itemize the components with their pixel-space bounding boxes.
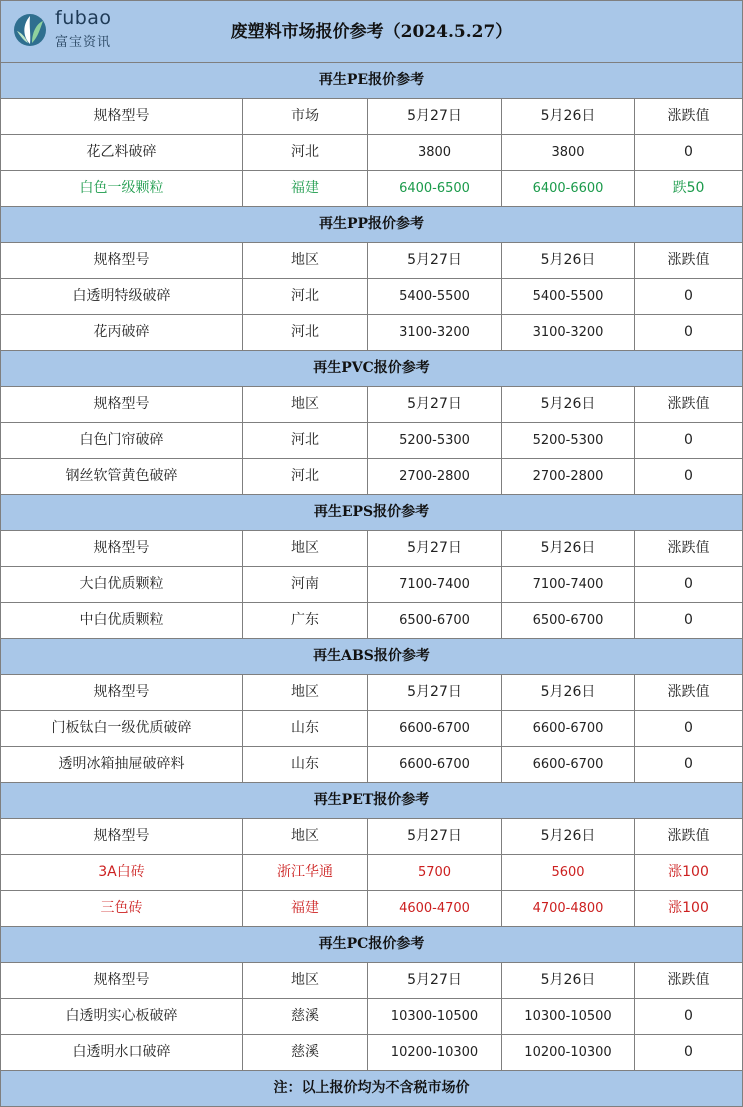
column-header: 5月26日 — [502, 675, 635, 710]
table-cell: 河北 — [243, 135, 368, 170]
column-header: 涨跌值 — [667, 108, 710, 124]
footer-note: 注：以上报价均为不含税市场价 — [1, 1071, 742, 1106]
table-header-row — [1, 387, 742, 423]
table-row — [1, 1035, 742, 1071]
table-row — [1, 459, 742, 495]
column-header: 5月26日 — [502, 531, 635, 566]
table-cell: 广东 — [243, 603, 368, 638]
table-cell: 10200-10300 — [368, 1035, 502, 1070]
table-row — [1, 135, 742, 171]
table-cell: 3A白砖 — [1, 855, 243, 890]
table-cell: 山东 — [243, 711, 368, 746]
page-title: 废塑料市场报价参考（2024.5.27） — [230, 22, 513, 42]
table-cell: 0 — [684, 612, 693, 628]
section-header: 再生PVC报价参考 — [1, 351, 742, 387]
table-cell: 浙江华通 — [243, 855, 368, 890]
column-header: 地区 — [243, 243, 368, 278]
table-cell: 河北 — [243, 423, 368, 458]
table-header-row — [1, 99, 742, 135]
table-row — [1, 891, 742, 927]
section-header: 再生PE报价参考 — [1, 63, 742, 99]
column-header: 规格型号 — [1, 531, 243, 566]
column-header: 5月27日 — [368, 243, 502, 278]
table-cell: 花丙破碎 — [1, 315, 243, 350]
table-cell: 大白优质颗粒 — [1, 567, 243, 602]
column-header: 规格型号 — [1, 963, 243, 998]
table-cell: 跌50 — [672, 180, 705, 196]
column-header: 涨跌值 — [667, 972, 710, 988]
column-header: 地区 — [243, 963, 368, 998]
table-cell: 0 — [684, 324, 693, 340]
table-cell: 福建 — [243, 891, 368, 926]
table-cell: 2700-2800 — [502, 459, 635, 494]
column-header: 涨跌值 — [667, 252, 710, 268]
table-cell: 三色砖 — [1, 891, 243, 926]
table-cell: 0 — [684, 1044, 693, 1060]
table-cell: 5400-5500 — [502, 279, 635, 314]
table-cell: 中白优质颗粒 — [1, 603, 243, 638]
table-cell: 福建 — [243, 171, 368, 206]
table-cell: 7100-7400 — [368, 567, 502, 602]
section-header: 再生PP报价参考 — [1, 207, 742, 243]
table-cell: 6400-6600 — [502, 171, 635, 206]
column-header: 5月26日 — [502, 387, 635, 422]
column-header: 涨跌值 — [667, 396, 710, 412]
table-cell: 白透明实心板破碎 — [1, 999, 243, 1034]
column-header: 地区 — [243, 387, 368, 422]
column-header: 涨跌值 — [667, 684, 710, 700]
column-header: 5月27日 — [368, 387, 502, 422]
section-header: 再生EPS报价参考 — [1, 495, 742, 531]
table-cell: 山东 — [243, 747, 368, 782]
table-cell: 河南 — [243, 567, 368, 602]
table-row — [1, 279, 742, 315]
column-header: 涨跌值 — [667, 540, 710, 556]
column-header: 5月27日 — [368, 99, 502, 134]
table-cell: 7100-7400 — [502, 567, 635, 602]
column-header: 5月27日 — [368, 675, 502, 710]
table-cell: 慈溪 — [243, 999, 368, 1034]
table-header-row — [1, 243, 742, 279]
column-header: 规格型号 — [1, 819, 243, 854]
table-row — [1, 711, 742, 747]
column-header: 5月27日 — [368, 531, 502, 566]
section-header: 再生PET报价参考 — [1, 783, 742, 819]
column-header: 规格型号 — [1, 387, 243, 422]
table-cell: 3100-3200 — [368, 315, 502, 350]
table-row — [1, 171, 742, 207]
table-cell: 6500-6700 — [502, 603, 635, 638]
table-cell: 慈溪 — [243, 1035, 368, 1070]
section-header: 再生ABS报价参考 — [1, 639, 742, 675]
table-row — [1, 423, 742, 459]
table-cell: 涨100 — [668, 864, 709, 880]
table-cell: 4600-4700 — [368, 891, 502, 926]
table-cell: 5700 — [368, 855, 502, 890]
table-cell: 5600 — [502, 855, 635, 890]
table-row — [1, 747, 742, 783]
table-cell: 0 — [684, 576, 693, 592]
table-cell: 6400-6500 — [368, 171, 502, 206]
column-header: 市场 — [243, 99, 368, 134]
table-row — [1, 603, 742, 639]
table-cell: 6600-6700 — [368, 747, 502, 782]
table-row — [1, 999, 742, 1035]
table-cell: 3100-3200 — [502, 315, 635, 350]
table-row — [1, 315, 742, 351]
table-cell: 0 — [684, 288, 693, 304]
logo-text: fubao — [55, 7, 112, 29]
table-cell: 河北 — [243, 315, 368, 350]
table-cell: 10300-10500 — [502, 999, 635, 1034]
table-cell: 河北 — [243, 279, 368, 314]
table-cell: 10200-10300 — [502, 1035, 635, 1070]
column-header: 5月26日 — [502, 963, 635, 998]
table-header-row — [1, 675, 742, 711]
table-cell: 6600-6700 — [502, 711, 635, 746]
table-cell: 透明冰箱抽屉破碎料 — [1, 747, 243, 782]
table-cell: 0 — [684, 756, 693, 772]
column-header: 5月26日 — [502, 819, 635, 854]
column-header: 地区 — [243, 819, 368, 854]
table-cell: 白透明水口破碎 — [1, 1035, 243, 1070]
table-cell: 0 — [684, 468, 693, 484]
table-header-row — [1, 963, 742, 999]
table-cell: 5200-5300 — [368, 423, 502, 458]
table-cell: 钢丝软管黄色破碎 — [1, 459, 243, 494]
table-cell: 白透明特级破碎 — [1, 279, 243, 314]
title-bar — [1, 1, 742, 63]
table-cell: 2700-2800 — [368, 459, 502, 494]
table-cell: 涨100 — [668, 900, 709, 916]
table-cell: 4700-4800 — [502, 891, 635, 926]
table-cell: 河北 — [243, 459, 368, 494]
table-cell: 门板钛白一级优质破碎 — [1, 711, 243, 746]
column-header: 5月26日 — [502, 99, 635, 134]
table-cell: 5400-5500 — [368, 279, 502, 314]
column-header: 地区 — [243, 675, 368, 710]
table-cell: 白色门帘破碎 — [1, 423, 243, 458]
column-header: 5月26日 — [502, 243, 635, 278]
table-cell: 0 — [684, 432, 693, 448]
column-header: 规格型号 — [1, 675, 243, 710]
table-cell: 6600-6700 — [368, 711, 502, 746]
column-header: 规格型号 — [1, 243, 243, 278]
table-cell: 花乙料破碎 — [1, 135, 243, 170]
table-cell: 5200-5300 — [502, 423, 635, 458]
column-header: 涨跌值 — [667, 828, 710, 844]
table-header-row — [1, 819, 742, 855]
column-header: 规格型号 — [1, 99, 243, 134]
table-cell: 3800 — [368, 135, 502, 170]
table-cell: 3800 — [502, 135, 635, 170]
section-header: 再生PC报价参考 — [1, 927, 742, 963]
table-cell: 6500-6700 — [368, 603, 502, 638]
table-row — [1, 567, 742, 603]
table-row — [1, 855, 742, 891]
table-header-row — [1, 531, 742, 567]
column-header: 地区 — [243, 531, 368, 566]
table-cell: 0 — [684, 1008, 693, 1024]
table-cell: 6600-6700 — [502, 747, 635, 782]
column-header: 5月27日 — [368, 819, 502, 854]
column-header: 5月27日 — [368, 963, 502, 998]
logo-subtext: 富宝资讯 — [55, 35, 112, 50]
table-cell: 白色一级颗粒 — [1, 171, 243, 206]
table-cell: 0 — [684, 144, 693, 160]
table-cell: 10300-10500 — [368, 999, 502, 1034]
table-cell: 0 — [684, 720, 693, 736]
